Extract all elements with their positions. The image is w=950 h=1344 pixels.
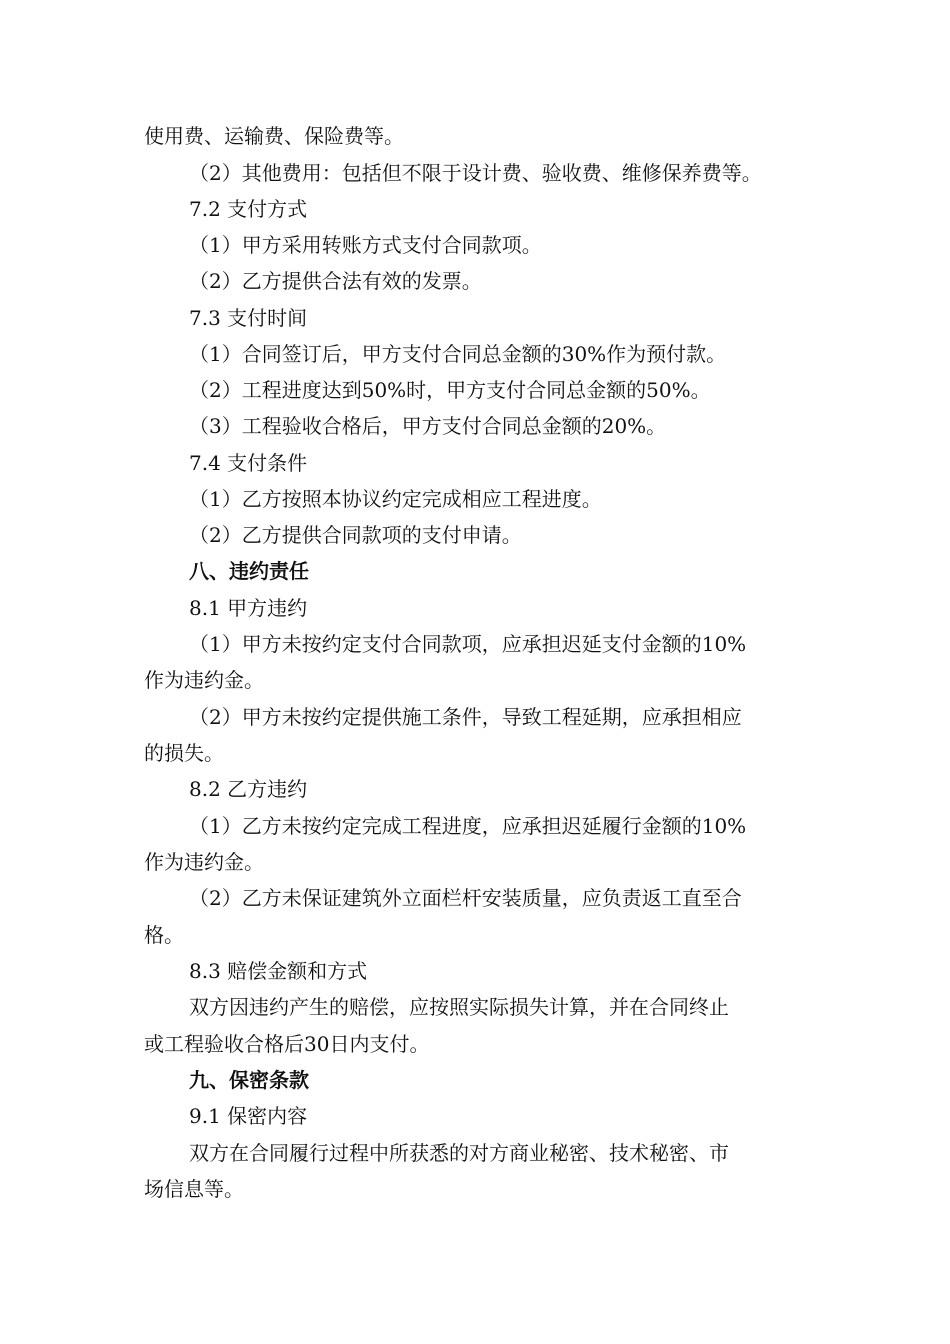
text-line: 或工程验收合格后30日内支付。 (144, 1032, 430, 1056)
section-heading-9-1: 9.1 保密内容 (189, 1104, 308, 1128)
text-line: （2）其他费用：包括但不限于设计费、验收费、维修保养费等。 (189, 161, 762, 185)
text-line: （1）甲方未按约定支付合同款项，应承担迟延支付金额的10% (189, 632, 747, 656)
text-line: （2）乙方提供合同款项的支付申请。 (189, 523, 522, 547)
text-line: 作为违约金。 (144, 850, 264, 874)
section-heading-8-2: 8.2 乙方违约 (189, 777, 308, 801)
text-line: （2）工程进度达到50%时，甲方支付合同总金额的50%。 (189, 378, 711, 402)
chapter-heading-9: 九、保密条款 (189, 1068, 309, 1092)
text-line: （3）工程验收合格后，甲方支付合同总金额的20%。 (189, 414, 667, 438)
text-line: 场信息等。 (144, 1177, 244, 1201)
text-line: 使用费、运输费、保险费等。 (144, 124, 404, 148)
text-line: 作为违约金。 (144, 668, 264, 692)
section-heading-7-4: 7.4 支付条件 (189, 451, 308, 475)
text-line: （2）乙方提供合法有效的发票。 (189, 269, 482, 293)
text-line: （1）乙方未按约定完成工程进度，应承担迟延履行金额的10% (189, 814, 747, 838)
text-line: （1）乙方按照本协议约定完成相应工程进度。 (189, 487, 602, 511)
text-line: 格。 (144, 923, 184, 947)
chapter-heading-8: 八、违约责任 (189, 559, 309, 583)
text-line: 双方在合同履行过程中所获悉的对方商业秘密、技术秘密、市 (189, 1141, 729, 1165)
text-line: （2）乙方未保证建筑外立面栏杆安装质量，应负责返工直至合 (189, 886, 742, 910)
section-heading-8-1: 8.1 甲方违约 (189, 596, 308, 620)
section-heading-8-3: 8.3 赔偿金额和方式 (189, 959, 368, 983)
text-line: （1）合同签订后，甲方支付合同总金额的30%作为预付款。 (189, 342, 727, 366)
text-line: （2）甲方未按约定提供施工条件，导致工程延期，应承担相应 (189, 705, 742, 729)
text-line: （1）甲方采用转账方式支付合同款项。 (189, 233, 542, 257)
section-heading-7-2: 7.2 支付方式 (189, 197, 308, 221)
text-line: 双方因违约产生的赔偿，应按照实际损失计算，并在合同终止 (189, 995, 729, 1019)
section-heading-7-3: 7.3 支付时间 (189, 306, 308, 330)
text-line: 的损失。 (144, 741, 224, 765)
